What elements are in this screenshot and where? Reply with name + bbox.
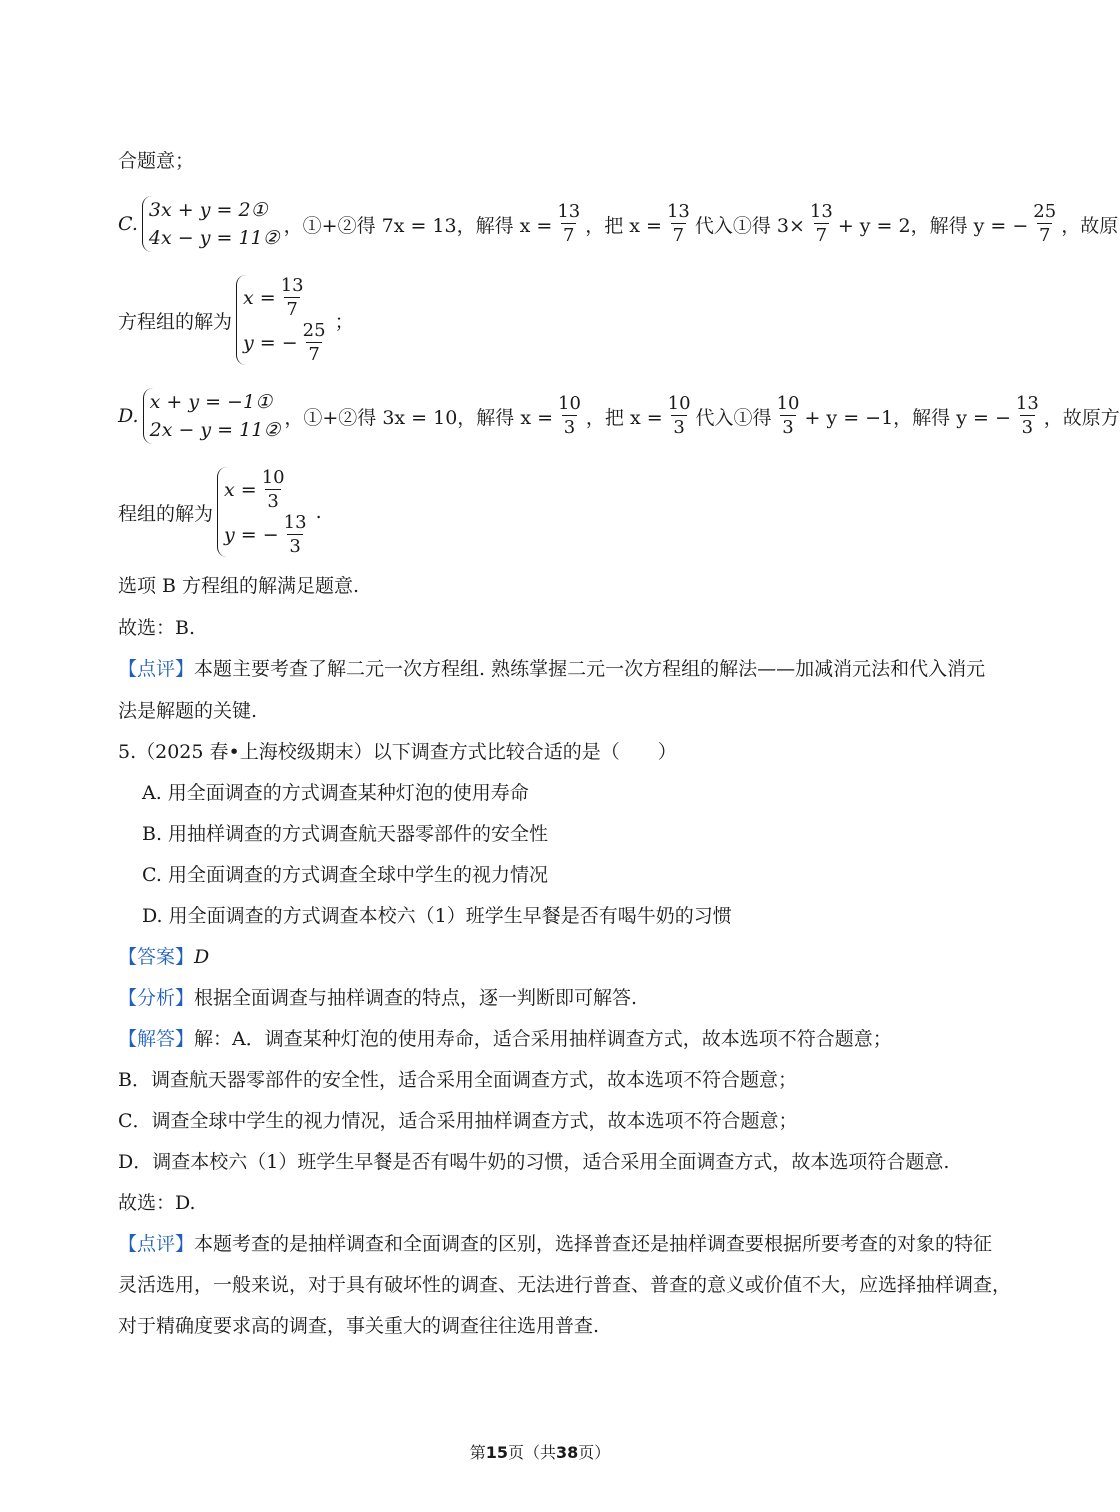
fraction-numerator: 25 bbox=[302, 319, 326, 341]
fraction-numerator: 13 bbox=[809, 201, 833, 222]
answer-value: D bbox=[194, 946, 210, 968]
text-segment: 程组的解为 bbox=[118, 502, 214, 525]
fraction bbox=[301, 319, 328, 365]
comment-text: 本题主要考查了解二元一次方程组. 熟练掌握二元一次方程组的解法——加减消元法和代入消元 bbox=[194, 658, 986, 680]
text-line: B．调查航天器零部件的安全性，适合采用全面调查方式，故本选项不符合题意； bbox=[118, 1069, 797, 1091]
fraction bbox=[279, 274, 306, 320]
fraction bbox=[260, 466, 287, 512]
comment-line bbox=[118, 655, 986, 683]
equation-1: x + y = −1① bbox=[149, 391, 273, 413]
answer-tag: 【答案】 bbox=[118, 946, 195, 968]
fraction bbox=[1014, 395, 1041, 437]
equation-system-brace bbox=[142, 196, 280, 252]
comment-tag: 【点评】 bbox=[118, 658, 195, 680]
solution-y bbox=[224, 511, 312, 557]
comment-text: 本题考查的是抽样调查和全面调查的区别，选择普查还是抽样调查要根据所要考查的对象的特征 bbox=[194, 1233, 993, 1255]
solution-y-lhs: y = − bbox=[224, 523, 279, 546]
comment-line bbox=[118, 1230, 993, 1258]
text-segment: 代入①得 3× bbox=[694, 214, 805, 237]
option-b: B. 用抽样调查的方式调查航天器零部件的安全性 bbox=[142, 823, 549, 845]
option-c: C. 用全面调查的方式调查全球中学生的视力情况 bbox=[142, 864, 548, 886]
analysis-text: 根据全面调查与抽样调查的特点，逐一判断即可解答. bbox=[194, 987, 638, 1009]
fraction-denominator: 3 bbox=[1021, 417, 1034, 438]
solution-x-lhs: x = bbox=[224, 478, 257, 501]
text-line: 法是解题的关键. bbox=[118, 700, 258, 722]
fraction bbox=[556, 395, 583, 437]
text-segment: ，把 x = bbox=[585, 406, 663, 429]
fraction bbox=[775, 395, 802, 437]
fraction-denominator: 3 bbox=[289, 535, 301, 557]
page-number: 15 bbox=[485, 1443, 508, 1462]
text-line: 选项 B 方程组的解满足题意. bbox=[118, 575, 360, 597]
fraction-denominator: 3 bbox=[563, 417, 576, 438]
fraction-numerator: 13 bbox=[280, 274, 304, 296]
fraction bbox=[282, 511, 309, 557]
text-segment: 方程组的解为 bbox=[118, 310, 233, 333]
option-c-solution-row bbox=[118, 272, 962, 368]
option-d-solution-row bbox=[118, 464, 962, 560]
fraction-denominator: 3 bbox=[782, 417, 794, 438]
fraction-numerator: 10 bbox=[558, 393, 581, 414]
solution-brace bbox=[236, 275, 331, 365]
fraction-denominator: 3 bbox=[673, 417, 685, 438]
fraction-denominator: 7 bbox=[286, 298, 298, 320]
option-a: A. 用全面调查的方式调查某种灯泡的使用寿命 bbox=[142, 782, 529, 804]
equation-1: 3x + y = 2① bbox=[148, 199, 268, 221]
text-line: 故选：B. bbox=[118, 617, 196, 639]
solution-y-lhs: y = − bbox=[243, 331, 298, 354]
fraction-denominator: 7 bbox=[1039, 225, 1051, 246]
footer-text: 第 bbox=[469, 1443, 486, 1462]
footer-text: 页） bbox=[578, 1443, 611, 1462]
fraction-numerator: 10 bbox=[776, 393, 800, 414]
fraction-denominator: 7 bbox=[308, 343, 320, 365]
fraction-numerator: 13 bbox=[283, 511, 307, 533]
option-d-equation-row bbox=[118, 388, 1120, 444]
analysis-line bbox=[118, 984, 962, 1012]
fraction bbox=[666, 395, 693, 437]
solution-y bbox=[243, 319, 331, 365]
text-segment: ，①+②得 3x = 10，解得 x = bbox=[284, 406, 554, 429]
option-c-equation-row bbox=[118, 196, 1119, 252]
fraction-numerator: 13 bbox=[1015, 393, 1039, 414]
fraction bbox=[808, 203, 835, 245]
solution-line bbox=[118, 1025, 962, 1053]
text-segment: ，故原方 bbox=[1043, 406, 1120, 429]
comment-tag: 【点评】 bbox=[118, 1233, 195, 1255]
option-c-label: C. bbox=[118, 213, 138, 235]
text-segment: ； bbox=[334, 310, 354, 333]
text-line: 合题意； bbox=[118, 150, 195, 172]
answer-line bbox=[118, 943, 962, 971]
solution-text: 解：A．调查某种灯泡的使用寿命，适合采用抽样调查方式，故本选项不符合题意； bbox=[194, 1028, 892, 1050]
text-segment: + y = 2，解得 y = − bbox=[837, 214, 1029, 237]
text-line: 故选：D. bbox=[118, 1192, 196, 1214]
text-line: 对于精确度要求高的调查，事关重大的调查往往选用普查. bbox=[118, 1315, 600, 1337]
text-line: C．调查全球中学生的视力情况，适合采用抽样调查方式，故本选项不符合题意； bbox=[118, 1110, 798, 1132]
text-segment: ，把 x = bbox=[585, 214, 662, 237]
footer-text: 页（共 bbox=[507, 1443, 556, 1462]
fraction-denominator: 7 bbox=[563, 225, 575, 246]
solution-tag: 【解答】 bbox=[118, 1028, 195, 1050]
text-segment: ，故原 bbox=[1061, 214, 1119, 237]
total-pages: 38 bbox=[556, 1443, 579, 1462]
equation-2: 2x − y = 11② bbox=[149, 419, 281, 441]
fraction-numerator: 10 bbox=[261, 466, 285, 488]
solution-x bbox=[243, 274, 331, 320]
text-segment: 代入①得 bbox=[695, 406, 772, 429]
solution-brace bbox=[217, 467, 312, 557]
fraction bbox=[1031, 203, 1058, 245]
fraction bbox=[555, 203, 582, 245]
question-5: 5.（2025 春•上海校级期末）以下调查方式比较合适的是（ ） bbox=[118, 741, 677, 763]
option-d: D. 用全面调查的方式调查本校六（1）班学生早餐是否有喝牛奶的习惯 bbox=[142, 905, 732, 927]
solution-x-lhs: x = bbox=[243, 286, 276, 309]
fraction bbox=[665, 203, 692, 245]
fraction-numerator: 13 bbox=[666, 201, 690, 222]
fraction-denominator: 7 bbox=[815, 225, 828, 246]
analysis-tag: 【分析】 bbox=[118, 987, 195, 1009]
text-segment: ，①+②得 7x = 13，解得 x = bbox=[283, 214, 553, 237]
text-line: 灵活选用，一般来说，对于具有破坏性的调查、无法进行普查、普查的意义或价值不大，应选择抽样调查， bbox=[118, 1274, 1012, 1296]
fraction-denominator: 3 bbox=[267, 490, 279, 512]
equation-system-brace bbox=[143, 388, 281, 444]
fraction-numerator: 25 bbox=[1033, 201, 1057, 222]
text-segment: . bbox=[315, 501, 322, 523]
fraction-denominator: 7 bbox=[672, 225, 685, 246]
fraction-numerator: 10 bbox=[667, 393, 691, 414]
equation-2: 4x − y = 11② bbox=[148, 227, 280, 249]
text-segment: + y = −1，解得 y = − bbox=[804, 406, 1011, 429]
option-d-label: D. bbox=[118, 405, 139, 427]
solution-x bbox=[224, 466, 312, 512]
text-line: D．调查本校六（1）班学生早餐是否有喝牛奶的习惯，适合采用全面调查方式，故本选项符合题意. bbox=[118, 1151, 950, 1173]
page-footer bbox=[0, 1440, 1080, 1463]
fraction-numerator: 13 bbox=[557, 201, 581, 222]
